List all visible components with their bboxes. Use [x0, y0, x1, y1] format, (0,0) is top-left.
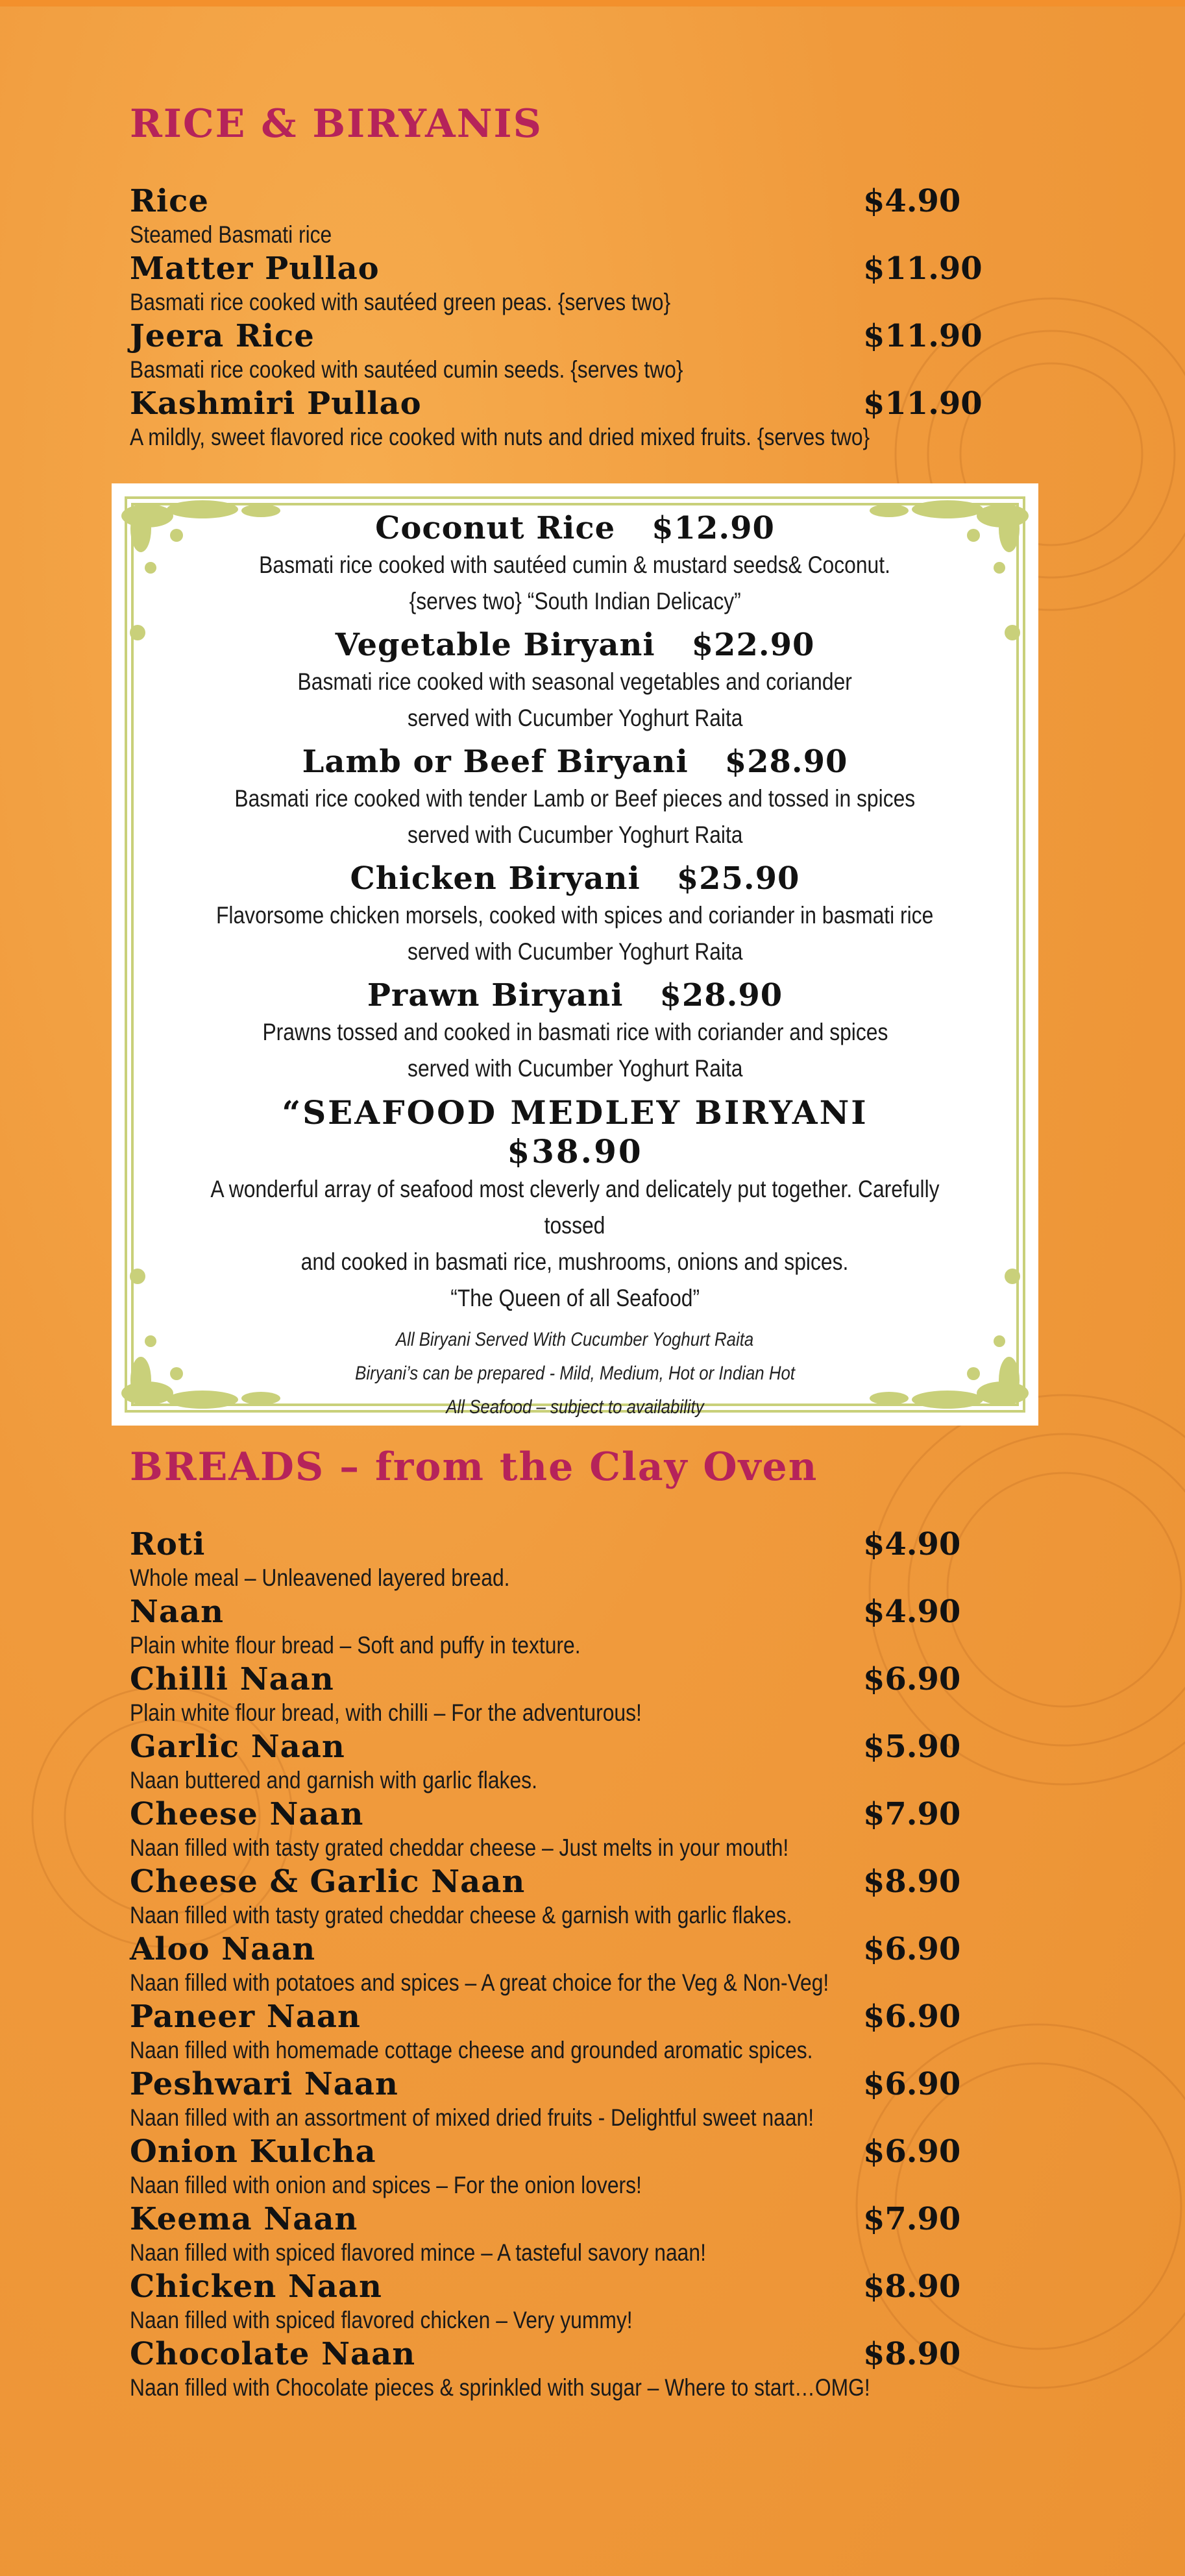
item-name: Paneer Naan — [130, 1999, 361, 2035]
item-description: Naan buttered and garnish with garlic flakes. — [130, 1767, 537, 1793]
menu-item — [130, 1594, 1012, 1661]
item-name: Garlic Naan — [130, 1729, 345, 1765]
item-description: Naan filled with tasty grated cheddar cheese – Just melts in your mouth! — [130, 1834, 789, 1861]
note-line: All Seafood – subject to availability — [446, 1396, 704, 1418]
special-item — [151, 509, 999, 620]
item-description: Naan filled with homemade cottage cheese and grounded aromatic spices. — [130, 2037, 813, 2063]
item-description: Steamed Basmati rice — [130, 221, 332, 248]
item-name: Onion Kulcha — [130, 2133, 376, 2170]
breads-menu-list — [130, 1526, 1012, 2403]
item-description: Naan filled with spiced flavored chicken – Very yummy! — [130, 2307, 633, 2333]
item-name: Chocolate Naan — [130, 2336, 416, 2372]
menu-item — [130, 1999, 1012, 2066]
item-price: $28.90 — [724, 744, 848, 780]
item-price: $6.90 — [863, 1999, 961, 2035]
menu-item — [130, 2336, 1012, 2403]
item-price: $8.90 — [863, 2336, 961, 2372]
menu-item — [130, 318, 1012, 385]
note-line: All Biryani Served With Cucumber Yoghurt Raita — [396, 1329, 754, 1350]
item-price: $7.90 — [863, 1796, 961, 1832]
item-description: Naan filled with tasty grated cheddar cheese & garnish with garlic flakes. — [130, 1902, 792, 1928]
item-description: Naan filled with potatoes and spices – A great choice for the Veg & Non-Veg! — [130, 1969, 829, 1996]
item-price: $7.90 — [863, 2201, 961, 2237]
breads-heading: BREADS – from the Clay Oven — [130, 1444, 818, 1490]
item-description-line: and cooked in basmati rice, mushrooms, onions and spices. — [301, 1248, 849, 1275]
item-description-line: served with Cucumber Yoghurt Raita — [407, 705, 743, 731]
item-description-line: served with Cucumber Yoghurt Raita — [407, 938, 743, 965]
item-description-line: served with Cucumber Yoghurt Raita — [407, 821, 743, 848]
menu-item — [130, 1661, 1012, 1729]
menu-item — [130, 1864, 1012, 1931]
menu-item — [130, 1526, 1012, 1594]
rice-biryanis-heading: RICE & BIRYANIS — [130, 101, 543, 147]
item-description-line: Basmati rice cooked with tender Lamb or Beef pieces and tossed in spices — [234, 785, 916, 812]
item-description-line: {serves two} “South Indian Delicacy” — [409, 588, 741, 614]
menu-item — [130, 250, 1012, 318]
item-description: Naan filled with Chocolate pieces & sprinkled with sugar – Where to start…OMG! — [130, 2374, 870, 2401]
item-name: Kashmiri Pullao — [130, 385, 422, 422]
item-price: $22.90 — [691, 627, 815, 663]
item-name: Prawn Biryani — [367, 977, 624, 1014]
item-name: Cheese & Garlic Naan — [130, 1864, 526, 1900]
item-description: Plain white flour bread, with chilli – For the adventurous! — [130, 1699, 642, 1726]
item-description-line: Basmati rice cooked with sautéed cumin & mustard seeds& Coconut. — [259, 552, 891, 578]
item-price: $28.90 — [659, 977, 783, 1014]
item-name: Peshwari Naan — [130, 2066, 398, 2102]
menu-item — [130, 2201, 1012, 2268]
seafood-medley-item — [151, 1093, 999, 1317]
menu-item — [130, 1931, 1012, 1999]
item-description: Naan filled with onion and spices – For the onion lovers! — [130, 2172, 642, 2198]
item-name: Chicken Biryani — [350, 860, 641, 897]
item-name: Lamb or Beef Biryani — [302, 744, 689, 780]
item-name: Vegetable Biryani — [335, 627, 655, 663]
item-description: Naan filled with an assortment of mixed dried fruits - Delightful sweet naan! — [130, 2104, 814, 2131]
item-price: $8.90 — [863, 2268, 961, 2305]
item-name: “SEAFOOD MEDLEY BIRYANI — [282, 1093, 868, 1132]
item-name: Coconut Rice — [375, 510, 616, 546]
item-description-line: Basmati rice cooked with seasonal vegetables and coriander — [297, 668, 853, 695]
special-item — [151, 626, 999, 736]
item-description: Naan filled with spiced flavored mince – A tasteful savory naan! — [130, 2239, 706, 2266]
rice-menu-list — [130, 183, 1012, 453]
item-price: $12.90 — [652, 510, 775, 546]
biryani-notes — [151, 1323, 999, 1424]
special-item — [151, 977, 999, 1087]
item-price: $25.90 — [676, 860, 800, 897]
menu-item — [130, 183, 1012, 250]
top-edge-stripe — [0, 0, 1185, 6]
note-line: Biryani’s can be prepared - Mild, Medium, Hot or Indian Hot — [355, 1363, 795, 1384]
item-price: $8.90 — [863, 1864, 961, 1900]
item-price: $11.90 — [863, 250, 983, 287]
item-name: Aloo Naan — [130, 1931, 316, 1967]
item-price: $5.90 — [863, 1729, 961, 1765]
item-description: Plain white flour bread – Soft and puffy in texture. — [130, 1632, 581, 1659]
item-description-line: Prawns tossed and cooked in basmati rice with coriander and spices — [262, 1019, 888, 1045]
item-name: Chilli Naan — [130, 1661, 334, 1697]
item-name: Naan — [130, 1594, 224, 1630]
item-description: Basmati rice cooked with sautéed cumin seeds. {serves two} — [130, 356, 683, 383]
special-item — [151, 860, 999, 970]
item-description-line: A wonderful array of seafood most cleverly and delicately put together. Carefully — [210, 1176, 940, 1202]
biryani-specials-box — [112, 483, 1038, 1426]
item-description-line: tossed — [544, 1212, 605, 1239]
item-name: Keema Naan — [130, 2201, 358, 2237]
item-description: Basmati rice cooked with sautéed green peas. {serves two} — [130, 289, 671, 315]
item-name: Chicken Naan — [130, 2268, 382, 2305]
special-item — [151, 743, 999, 853]
item-price: $4.90 — [863, 1594, 961, 1630]
menu-item — [130, 385, 1012, 453]
menu-item — [130, 1729, 1012, 1796]
item-price: $38.90 — [507, 1132, 643, 1171]
menu-item — [130, 1796, 1012, 1864]
menu-item — [130, 2066, 1012, 2133]
item-description-line: served with Cucumber Yoghurt Raita — [407, 1055, 743, 1082]
item-name: Matter Pullao — [130, 250, 380, 287]
item-price: $6.90 — [863, 2066, 961, 2102]
item-price: $4.90 — [863, 183, 961, 219]
item-price: $6.90 — [863, 1931, 961, 1967]
item-price: $4.90 — [863, 1526, 961, 1562]
item-name: Roti — [130, 1526, 206, 1562]
item-name: Jeera Rice — [130, 318, 315, 354]
item-description: A mildly, sweet flavored rice cooked with nuts and dried mixed fruits. {serves two} — [130, 424, 870, 450]
menu-item — [130, 2133, 1012, 2201]
item-price: $6.90 — [863, 2133, 961, 2170]
item-price: $11.90 — [863, 385, 983, 422]
item-price: $11.90 — [863, 318, 983, 354]
item-description: Whole meal – Unleavened layered bread. — [130, 1564, 510, 1591]
item-name: Rice — [130, 183, 209, 219]
item-description-line: Flavorsome chicken morsels, cooked with spices and coriander in basmati rice — [216, 902, 934, 929]
specials-content — [151, 509, 999, 1418]
item-name: Cheese Naan — [130, 1796, 364, 1832]
menu-item — [130, 2268, 1012, 2336]
item-price: $6.90 — [863, 1661, 961, 1697]
item-tagline: “The Queen of all Seafood” — [450, 1285, 700, 1311]
